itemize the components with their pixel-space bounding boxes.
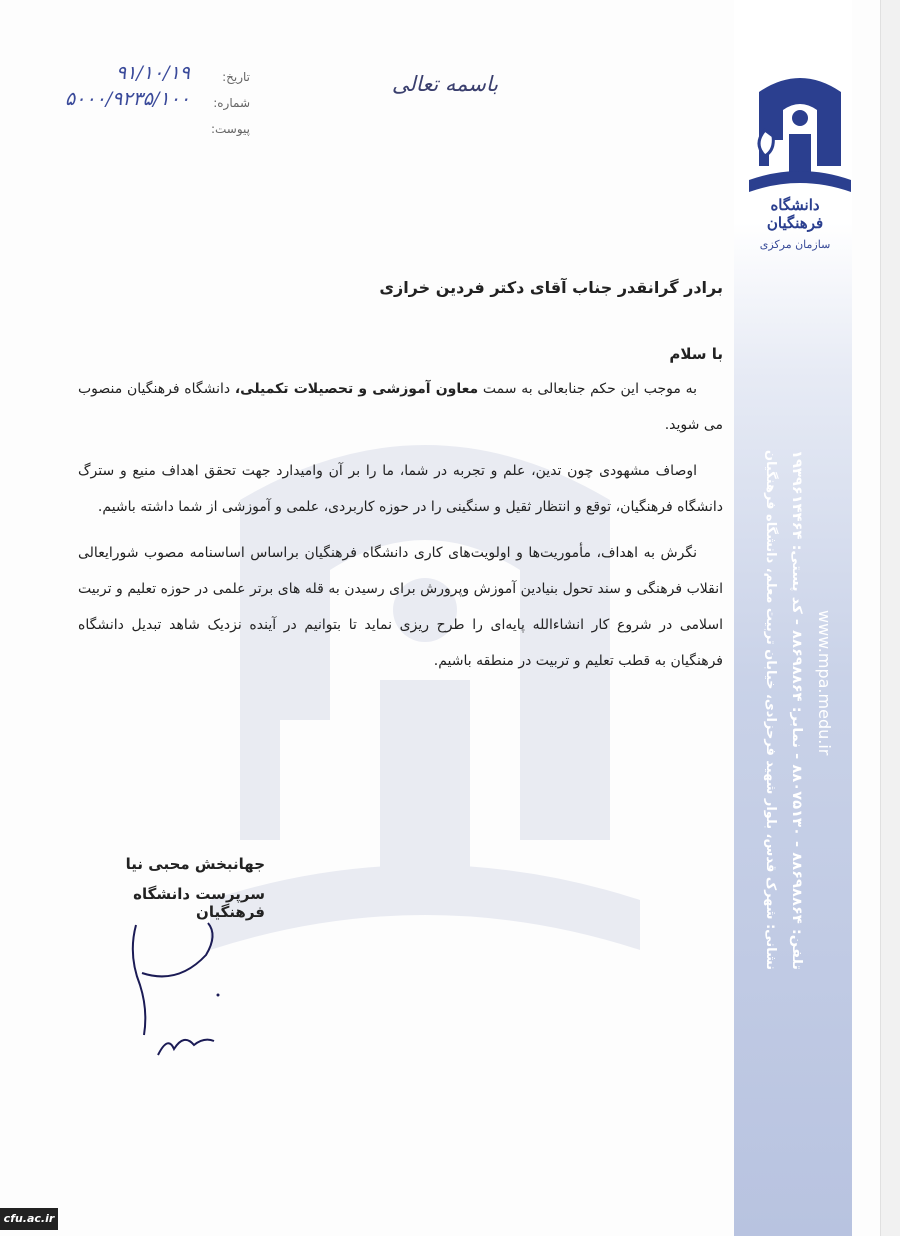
number-row bbox=[60, 88, 250, 120]
signer-title: سرپرست دانشگاه فرهنگیان bbox=[133, 885, 265, 921]
cfu-badge: cfu.ac.ir bbox=[0, 1208, 58, 1230]
position-title: معاون آموزشی و تحصیلات تکمیلی، bbox=[234, 381, 479, 397]
bismillah-heading: باسمه تعالی bbox=[391, 72, 499, 96]
logo-name: دانشگاه فرهنگیان bbox=[766, 196, 824, 232]
recipient-line: برادر گرانقدر جناب آقای دکتر فردین خرازی bbox=[379, 278, 723, 297]
handwritten-signature bbox=[118, 915, 228, 1065]
sidebar-contact bbox=[745, 440, 845, 980]
sidebar-contact-numbers: تلفن: ۸۸۶۹۸۸۶۴ - ۸۸۰۷۵۱۳۰ - نمابر: ۸۸۶۹۸۸۶۴ - کد پستی: ۱۹۳۹۶۱۴۴۶۴ bbox=[789, 450, 804, 965]
paragraph-1 bbox=[78, 371, 723, 443]
sidebar-website: www.mpa.medu.ir bbox=[815, 610, 834, 756]
letter-meta bbox=[60, 62, 250, 146]
number-label: شماره: bbox=[213, 96, 250, 110]
paragraph-2: اوصاف مشهودی چون تدین، علم و تجربه در شما، ما را بر آن وامیدارد جهت تحقق اهداف منیع و سترگ دانشگاه فرهنگیان، توقع و انتظار ثقیل و سنگینی را در حوزه کاربردی، علمی و آموزشی از شما داشته باشیم. bbox=[78, 463, 723, 515]
logo-subtitle: سازمان مرکزی bbox=[759, 238, 831, 251]
paragraph-3: نگرش به اهداف، مأموریت‌ها و اولویت‌های کاری دانشگاه فرهنگیان براساس اساسنامه مصوب شورایعالی انقلاب فرهنگی و سند تحول بنیادین آموزش وپرورش برای رسیدن به قله های برتر علمی در حوزه تعلیم و تربیت اسلامی در شروع کار انشاءالله پایه‌ای را طرح ریزی نماید تا بتوانیم در آینده نزدیک شاهد تبدیل دانشگاه فرهنگیان به قطب تعلیم و تربیت در منطقه باشیم. bbox=[78, 545, 723, 669]
letter-body bbox=[78, 278, 723, 689]
page-edge bbox=[880, 0, 900, 1236]
number-value: ۵۰۰۰/۹۲۳۵/۱۰۰ bbox=[64, 88, 190, 110]
attachment-row bbox=[60, 120, 250, 146]
date-label: تاریخ: bbox=[222, 70, 250, 84]
sidebar-address: نشانی: شهرک قدس، بلوار شهید فرحزادی، خیابان تربیت معلم، دانشگاه فرهنگیان bbox=[763, 450, 778, 972]
paragraph-1-start: به موجب این حکم جنابعالی به سمت bbox=[478, 381, 697, 397]
logo-caption bbox=[740, 196, 850, 251]
sidebar-contact-svg bbox=[745, 440, 845, 980]
salutation: با سلام bbox=[669, 345, 723, 363]
paragraph-1-end: دانشگاه فرهنگیان منصوب می شوید. bbox=[78, 381, 723, 433]
attachment-label: پیوست: bbox=[210, 122, 250, 136]
signer-name: جهانبخش محبی نیا bbox=[125, 855, 265, 873]
date-value: ۹۱/۱۰/۱۹ bbox=[115, 62, 190, 84]
